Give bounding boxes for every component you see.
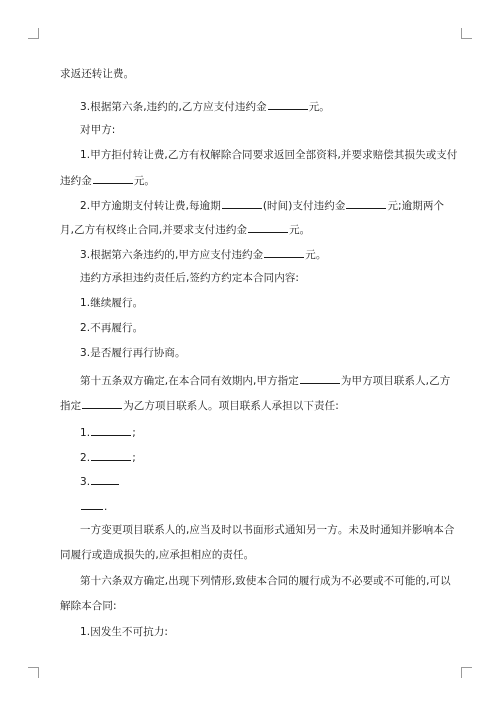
text: 1.因发生不可抗力: (80, 626, 169, 638)
text-line (80, 98, 330, 114)
list-item (80, 449, 136, 465)
text: (时间)支付违约金 (262, 200, 346, 212)
text-line (60, 599, 117, 613)
fill-in-blank (346, 197, 386, 209)
text-line (80, 372, 450, 388)
fill-in-blank (264, 246, 304, 258)
text-line (60, 397, 339, 413)
text-line (60, 221, 310, 237)
text: 3.根据第六条违约的,甲方应支付违约金 (80, 249, 264, 261)
text: 1. (80, 427, 91, 439)
fill-in-blank (91, 449, 131, 461)
text: 对甲方: (80, 124, 116, 136)
fill-in-blank (300, 372, 340, 384)
text: 为乙方项目联系人。项目联系人承担以下责任: (123, 400, 339, 412)
fill-in-blank (268, 98, 308, 110)
crop-mark-bottom-right (461, 667, 472, 678)
text: 月,乙方有权终止合同,并要求支付违约金 (60, 224, 248, 236)
fill-in-blank (248, 221, 288, 233)
text: 3.是否履行再行协商。 (80, 347, 186, 359)
fill-in-blank (81, 498, 103, 510)
list-item (80, 346, 186, 360)
text-line (80, 523, 454, 537)
text-line (80, 246, 326, 262)
text: 元。 (305, 249, 327, 261)
text: ; (132, 427, 136, 439)
crop-mark-top-left (28, 28, 39, 39)
text-line (80, 271, 299, 285)
text: 一方变更项目联系人的,应当及时以书面形式通知另一方。未及时通知并影响本合 (80, 524, 455, 536)
text: 2.甲方逾期支付转让费,每逾期 (80, 200, 221, 212)
text-line (80, 148, 458, 162)
fill-in-blank (93, 172, 133, 184)
list-item (80, 296, 143, 310)
text: 3.根据第六条,违约的,乙方应支付违约金 (80, 101, 267, 113)
text-line (60, 548, 254, 562)
text: 违约方承担违约责任后,签约方约定本合同内容: (80, 272, 300, 284)
text: 元。 (133, 175, 156, 187)
text: 2.不再履行。 (80, 322, 144, 334)
list-item (80, 473, 120, 489)
text-line (60, 67, 134, 81)
text: 第十五条双方确定,在本合同有效期内,甲方指定 (80, 375, 299, 387)
text: 为甲方项目联系人,乙方 (340, 375, 451, 387)
text-line (80, 498, 107, 514)
text: 元。 (289, 224, 311, 236)
text: 1.甲方拒付转让费,乙方有权解除合同要求返回全部资料,并要求赔偿其损失或支付 (80, 149, 458, 161)
text: . (104, 501, 108, 513)
text-line (60, 172, 155, 188)
text: 求返还转让费。 (60, 68, 135, 80)
list-item (80, 424, 136, 440)
text-line (80, 197, 444, 213)
text: 同履行或造成损失的,应承担相应的责任。 (60, 549, 255, 561)
text: 第十六条双方确定,出现下列情形,致使本合同的履行成为不必要或不可能的,可以 (80, 575, 451, 587)
text: 元;逾期两个 (387, 200, 445, 212)
text-line (80, 574, 451, 588)
text: 元。 (308, 101, 330, 113)
fill-in-blank (91, 424, 131, 436)
list-item (80, 625, 168, 639)
fill-in-blank (91, 473, 119, 485)
fill-in-blank (222, 197, 262, 209)
section-heading (80, 123, 115, 137)
text: 指定 (60, 400, 82, 412)
crop-mark-bottom-left (28, 667, 39, 678)
text: 1.继续履行。 (80, 297, 144, 309)
fill-in-blank (82, 397, 122, 409)
text: 违约金 (60, 175, 92, 187)
text: ; (132, 452, 136, 464)
text: 解除本合同: (60, 600, 117, 612)
crop-mark-top-right (461, 28, 472, 39)
text: 3. (80, 476, 91, 488)
text: 2. (80, 452, 91, 464)
list-item (80, 321, 143, 335)
